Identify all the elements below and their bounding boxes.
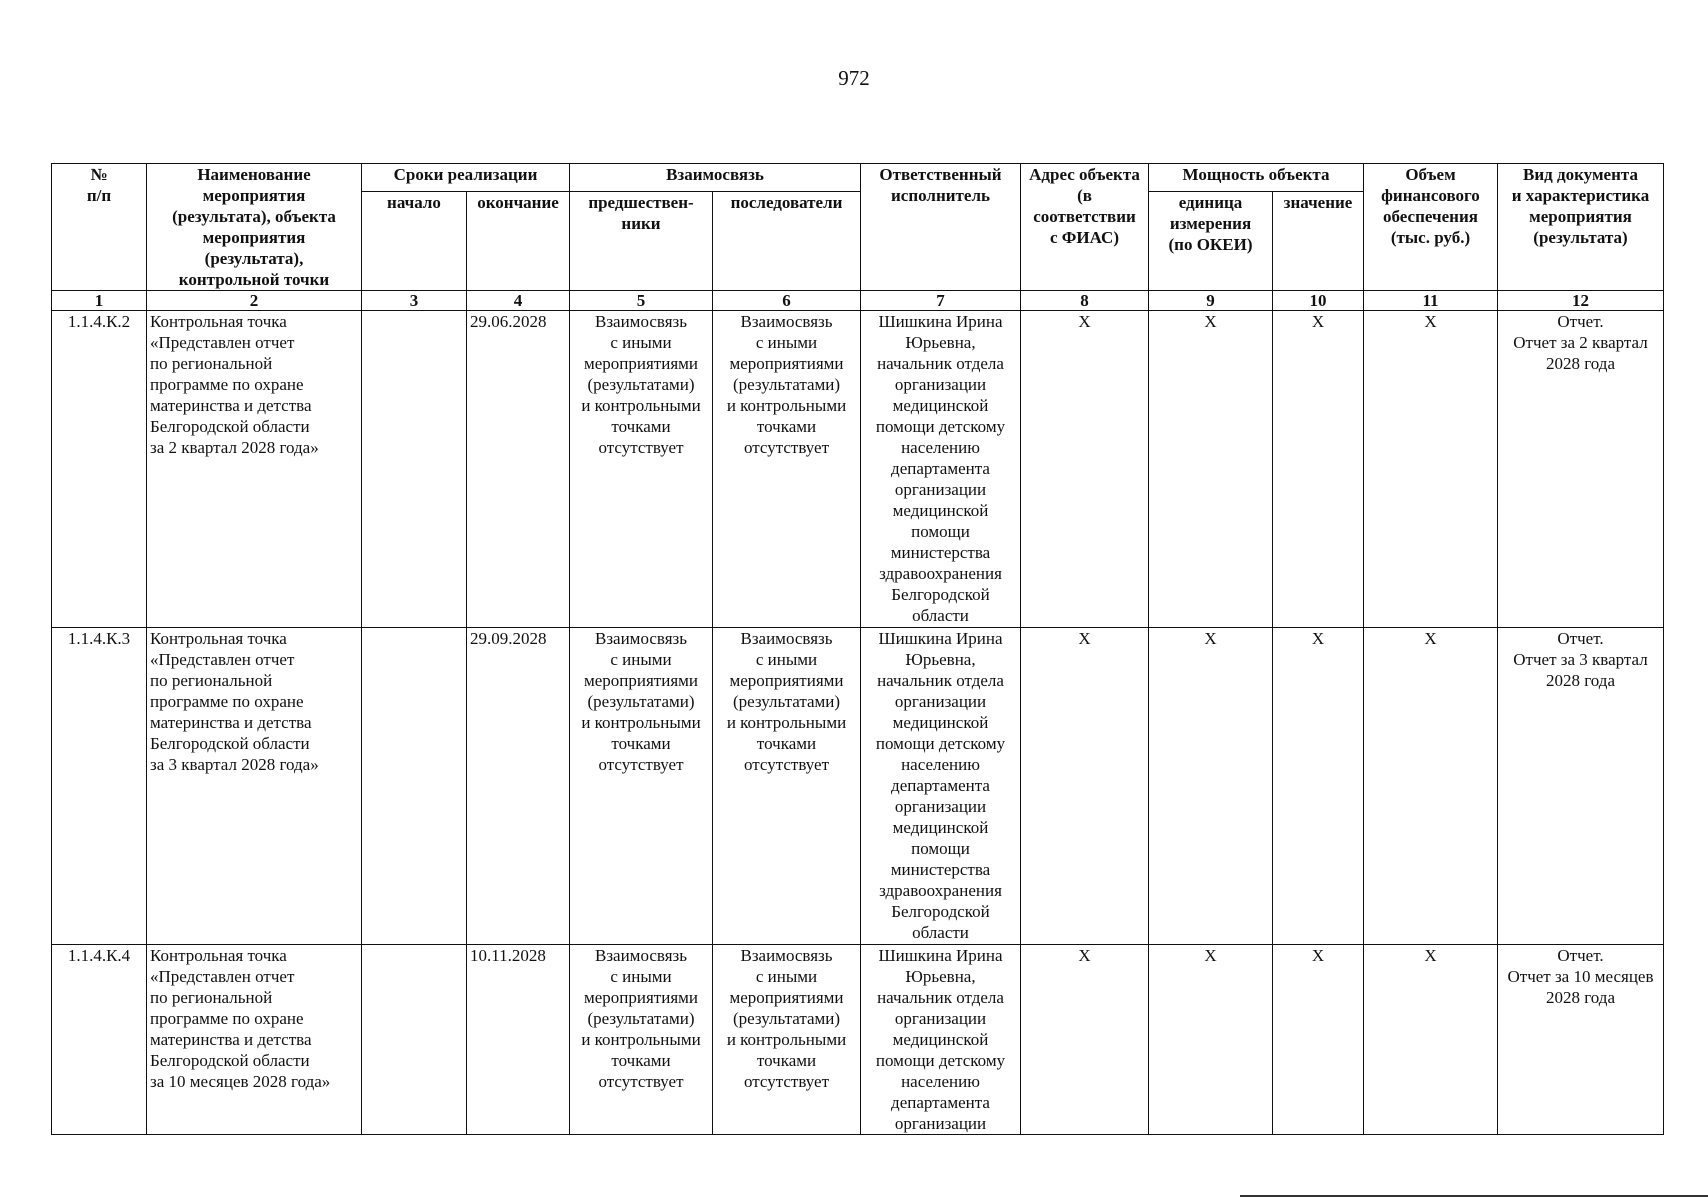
column-number: 2 [147,291,362,311]
row-name-line: материнства и детства [150,396,312,415]
header-financing: Объем финансового обеспечения (тыс. руб.) [1364,164,1498,291]
row-id: 1.1.4.К.3 [52,628,147,945]
row-predecessors-line: точками [611,1051,671,1070]
bottom-rule [1240,1195,1708,1197]
table-row [52,628,1664,945]
row-responsible-line: организации [894,1114,987,1133]
row-responsible-line: помощи [911,839,970,858]
row-responsible-line: организации [894,797,987,816]
column-number: 7 [861,291,1021,311]
row-responsible-line: Юрьевна, [905,967,976,986]
row-predecessors-line: Взаимосвязь [594,629,687,648]
row-name-line: по региональной [150,354,273,373]
row-predecessors-line: мероприятиями [583,354,699,373]
header-name: Наименование мероприятия (результата), объекта мероприятия (результата), контрольной точки [147,164,362,291]
row-responsible-line: департамента [891,459,990,478]
table-row [52,311,1664,628]
header-predecessors: предшествен- ники [570,192,713,291]
row-document [1498,628,1664,945]
row-unit: X [1149,311,1273,628]
row-predecessors-line: мероприятиями [583,671,699,690]
column-number: 12 [1498,291,1664,311]
row-end: 10.11.2028 [467,945,570,1135]
row-responsible-line: министерства [890,860,991,879]
row-name [147,945,362,1135]
row-successors-line: точками [756,1051,817,1070]
row-value: X [1273,628,1364,945]
row-responsible-line: медицинской [892,1030,989,1049]
row-end: 29.09.2028 [467,628,570,945]
row-predecessors-line: точками [611,417,671,436]
row-name-line: материнства и детства [150,1030,312,1049]
row-successors-line: с иными [755,650,818,669]
row-financing: X [1364,311,1498,628]
column-number: 8 [1021,291,1149,311]
row-document [1498,311,1664,628]
row-address: X [1021,945,1149,1135]
header-link: Взаимосвязь [570,164,861,192]
row-document [1498,945,1664,1135]
header-terms: Сроки реализации [362,164,570,192]
row-predecessors [570,311,713,628]
column-number: 4 [467,291,570,311]
row-name-line: Белгородской области [150,417,310,436]
row-predecessors-line: с иными [610,967,672,986]
row-predecessors-line: (результатами) [587,1009,695,1028]
row-responsible-line: помощи детскому [875,734,1006,753]
row-name-line: программе по охране [150,692,304,711]
row-responsible-line: помощи [911,522,970,541]
row-document-line: Отчет за 10 месяцев [1507,967,1654,986]
row-document-line: Отчет за 3 квартал [1513,650,1648,669]
row-successors-line: точками [756,734,817,753]
row-responsible [861,628,1021,945]
header-power: Мощность объекта [1149,164,1364,192]
header-end: окончание [467,192,570,291]
row-predecessors-line: мероприятиями [583,988,699,1007]
column-number: 1 [52,291,147,311]
row-name-line: Белгородской области [150,734,310,753]
page-number: 972 [838,66,870,90]
row-successors-line: (результатами) [732,375,841,394]
row-responsible-line: Юрьевна, [905,333,976,352]
row-name-line: материнства и детства [150,713,312,732]
column-number: 3 [362,291,467,311]
row-name-line: программе по охране [150,375,304,394]
row-document-line: 2028 года [1545,988,1615,1007]
row-predecessors-line: Взаимосвязь [594,946,687,965]
row-responsible-line: Шишкина Ирина [878,629,1003,648]
header-address: Адрес объекта (в соответствии с ФИАС) [1021,164,1149,291]
row-document-line: 2028 года [1545,354,1615,373]
row-responsible [861,945,1021,1135]
row-responsible-line: области [912,606,969,625]
row-predecessors-line: и контрольными [581,1030,701,1049]
row-successors-line: Взаимосвязь [740,312,833,331]
row-predecessors [570,945,713,1135]
row-name [147,628,362,945]
row-successors-line: мероприятиями [729,354,844,373]
row-successors-line: точками [756,417,817,436]
row-responsible-line: медицинской [892,396,989,415]
row-responsible-line: помощи детскому [875,1051,1006,1070]
row-document-line: Отчет. [1557,312,1604,331]
row-responsible-line: населению [901,438,980,457]
row-predecessors-line: отсутствует [598,755,684,774]
column-number: 9 [1149,291,1273,311]
column-numbers-row [52,291,1664,311]
row-responsible-line: Шишкина Ирина [878,946,1003,965]
row-value: X [1273,311,1364,628]
row-responsible-line: начальник отдела [877,988,1004,1007]
row-address: X [1021,311,1149,628]
row-successors [713,945,861,1135]
row-successors-line: и контрольными [726,1030,847,1049]
row-responsible-line: Шишкина Ирина [878,312,1003,331]
row-successors-line: мероприятиями [729,988,844,1007]
row-responsible-line: медицинской [892,713,989,732]
row-successors-line: отсутствует [743,438,830,457]
row-predecessors-line: отсутствует [598,438,684,457]
row-unit: X [1149,945,1273,1135]
row-id: 1.1.4.К.4 [52,945,147,1135]
row-responsible-line: министерства [890,543,991,562]
row-document-line: Отчет. [1557,946,1604,965]
row-responsible-line: медицинской [892,818,989,837]
row-responsible-line: здравоохранения [879,564,1002,583]
column-number: 6 [713,291,861,311]
row-name-line: программе по охране [150,1009,304,1028]
row-name-line: Белгородской области [150,1051,310,1070]
row-successors-line: (результатами) [732,692,841,711]
row-responsible-line: здравоохранения [879,881,1002,900]
row-predecessors-line: с иными [610,333,672,352]
row-responsible-line: населению [901,1072,980,1091]
row-name-line: по региональной [150,671,273,690]
row-document-line: Отчет за 2 квартал [1513,333,1648,352]
plan-table [51,163,1664,1135]
row-document-line: 2028 года [1545,671,1615,690]
row-financing: X [1364,628,1498,945]
row-end: 29.06.2028 [467,311,570,628]
row-responsible-line: организации [894,1009,987,1028]
row-responsible-line: Белгородской [891,585,990,604]
row-name-line: Контрольная точка [150,629,287,648]
header-responsible: Ответственный исполнитель [861,164,1021,291]
row-successors-line: мероприятиями [729,671,844,690]
column-number: 5 [570,291,713,311]
row-name-line: «Представлен отчет [150,333,295,352]
row-successors-line: отсутствует [743,1072,830,1091]
row-predecessors-line: (результатами) [587,375,695,394]
row-value: X [1273,945,1364,1135]
row-financing: X [1364,945,1498,1135]
row-name-line: по региональной [150,988,273,1007]
row-responsible-line: департамента [891,776,990,795]
row-document-line: Отчет. [1557,629,1604,648]
row-name [147,311,362,628]
header-no: № п/п [52,164,147,291]
row-successors-line: Взаимосвязь [740,946,833,965]
row-responsible-line: организации [894,692,987,711]
header-unit: единица измерения (по ОКЕИ) [1149,192,1273,291]
row-predecessors-line: Взаимосвязь [594,312,687,331]
row-predecessors-line: и контрольными [581,713,701,732]
row-name-line: Контрольная точка [150,946,287,965]
header-start: начало [362,192,467,291]
table-row [52,945,1664,1135]
row-successors [713,311,861,628]
row-successors-line: и контрольными [726,713,847,732]
row-start [362,945,467,1135]
row-responsible-line: Юрьевна, [905,650,976,669]
row-unit: X [1149,628,1273,945]
row-name-line: за 3 квартал 2028 года» [150,755,319,774]
row-successors-line: с иными [755,333,818,352]
row-start [362,311,467,628]
header-document: Вид документа и характеристика мероприятия (результата) [1498,164,1664,291]
row-id: 1.1.4.К.2 [52,311,147,628]
row-responsible-line: помощи детскому [875,417,1006,436]
row-successors-line: с иными [755,967,818,986]
row-responsible-line: Белгородской [891,902,990,921]
row-responsible-line: организации [894,480,987,499]
row-responsible-line: начальник отдела [877,354,1004,373]
row-name-line: за 2 квартал 2028 года» [150,438,319,457]
row-successors [713,628,861,945]
row-address: X [1021,628,1149,945]
row-responsible-line: начальник отдела [877,671,1004,690]
row-predecessors-line: точками [611,734,671,753]
row-start [362,628,467,945]
row-name-line: «Представлен отчет [150,967,295,986]
column-number: 10 [1273,291,1364,311]
row-responsible-line: департамента [891,1093,990,1112]
row-responsible-line: медицинской [892,501,989,520]
row-responsible [861,311,1021,628]
row-responsible-line: населению [901,755,980,774]
row-name-line: «Представлен отчет [150,650,295,669]
row-responsible-line: области [912,923,969,942]
row-successors-line: отсутствует [743,755,830,774]
row-name-line: Контрольная точка [150,312,287,331]
column-number: 11 [1364,291,1498,311]
header-value: значение [1273,192,1364,291]
row-successors-line: (результатами) [732,1009,841,1028]
row-successors-line: и контрольными [726,396,847,415]
row-predecessors-line: отсутствует [598,1072,684,1091]
row-responsible-line: организации [894,375,987,394]
row-predecessors-line: (результатами) [587,692,695,711]
header-successors: последователи [713,192,861,291]
row-predecessors-line: с иными [610,650,672,669]
row-name-line: за 10 месяцев 2028 года» [150,1072,331,1091]
row-predecessors-line: и контрольными [581,396,701,415]
row-predecessors [570,628,713,945]
row-successors-line: Взаимосвязь [740,629,833,648]
